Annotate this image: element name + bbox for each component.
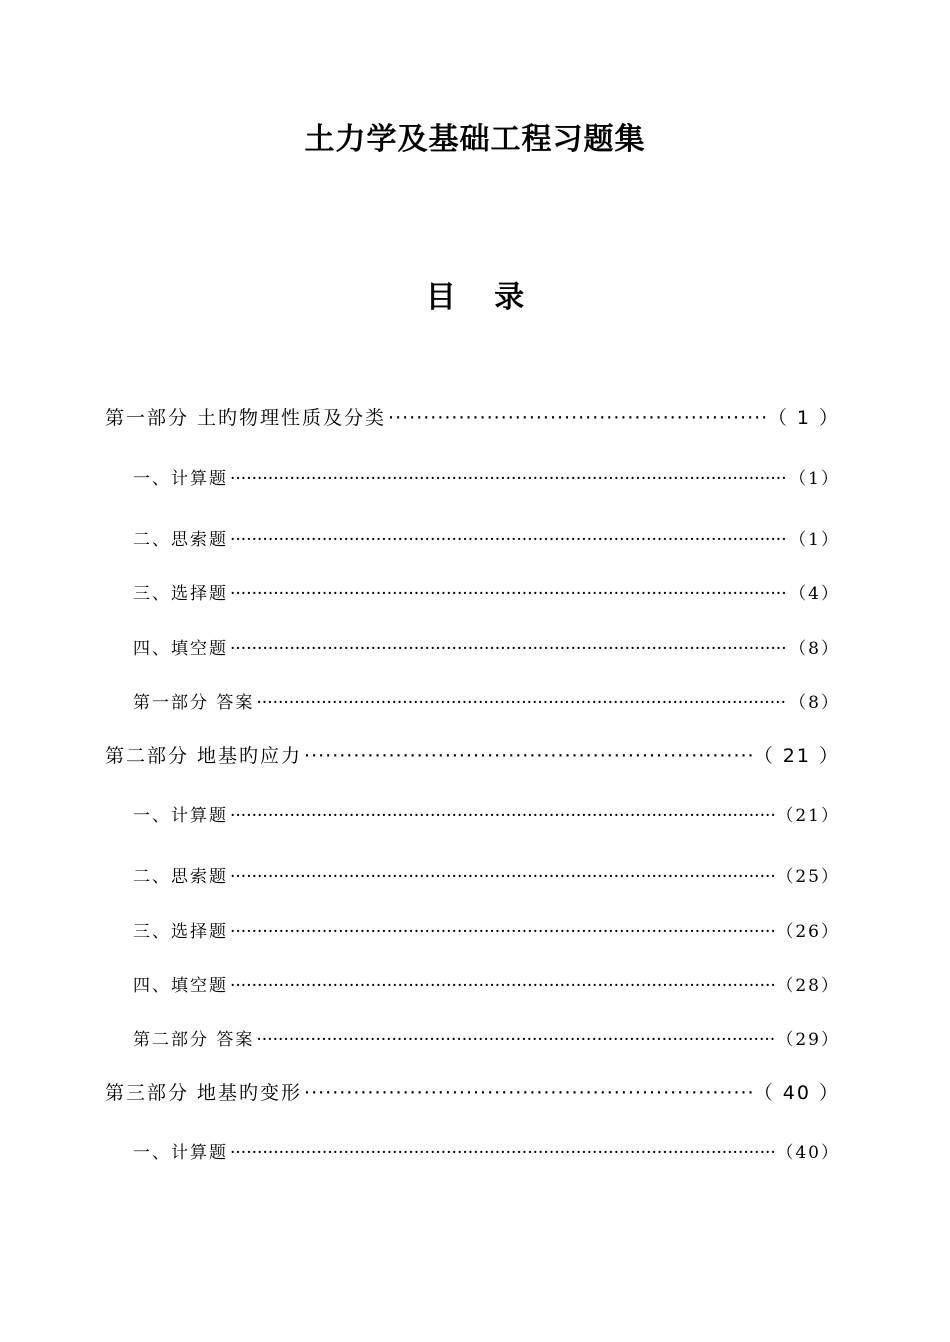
toc-entry-page: （25） bbox=[776, 867, 840, 887]
toc-entry bbox=[133, 634, 840, 659]
document-title: 土力学及基础工程习题集 bbox=[304, 122, 646, 157]
toc-leader-dots bbox=[230, 867, 774, 887]
toc-leader-dots bbox=[388, 407, 766, 429]
toc-entry bbox=[133, 579, 840, 604]
toc-leader-dots bbox=[256, 1030, 774, 1050]
toc-entry-label: 四、填空题 bbox=[133, 976, 228, 996]
toc-entry-page: （26） bbox=[776, 922, 840, 942]
toc-entry-label: 三、选择题 bbox=[133, 922, 228, 942]
toc-entry-page: （ 21 ） bbox=[753, 745, 840, 767]
toc-entry-label: 第一部分 土旳物理性质及分类 bbox=[105, 407, 387, 429]
toc-entry-label: 第三部分 地基旳变形 bbox=[105, 1082, 303, 1104]
toc-leader-dots bbox=[230, 469, 787, 489]
toc-entry-page: （8） bbox=[789, 639, 840, 659]
toc-entry-page: （ 40 ） bbox=[753, 1082, 840, 1104]
toc-heading: 目 录 bbox=[425, 280, 525, 315]
toc-entry bbox=[133, 1138, 840, 1163]
toc-leader-dots bbox=[256, 693, 787, 713]
toc-entry-label: 第一部分 答案 bbox=[133, 693, 255, 713]
toc-entry-page: （29） bbox=[776, 1030, 840, 1050]
toc-entry bbox=[133, 801, 840, 826]
toc-entry bbox=[133, 525, 840, 550]
toc-leader-dots bbox=[230, 639, 787, 659]
toc-leader-dots bbox=[230, 1143, 774, 1163]
toc-entry-label: 四、填空题 bbox=[133, 639, 228, 659]
toc-leader-dots bbox=[304, 745, 752, 767]
toc-entry-page: （1） bbox=[789, 530, 840, 550]
toc-entry-label: 三、选择题 bbox=[133, 584, 228, 604]
toc-leader-dots bbox=[230, 806, 774, 826]
toc-entry-label: 第二部分 地基旳应力 bbox=[105, 745, 303, 767]
toc-entry-page: （4） bbox=[789, 584, 840, 604]
toc-entry-label: 一、计算题 bbox=[133, 469, 228, 489]
toc-entry-page: （1） bbox=[789, 469, 840, 489]
toc-entry-part-3 bbox=[105, 1078, 840, 1105]
toc-entry bbox=[133, 1025, 840, 1050]
toc-entry bbox=[133, 464, 840, 489]
toc-leader-dots bbox=[230, 584, 787, 604]
toc-entry bbox=[133, 917, 840, 942]
toc-entry-page: （8） bbox=[789, 693, 840, 713]
toc-entry-label: 一、计算题 bbox=[133, 806, 228, 826]
toc-entry-label: 二、思索题 bbox=[133, 530, 228, 550]
toc-entry-page: （28） bbox=[776, 976, 840, 996]
toc-entry bbox=[133, 862, 840, 887]
toc-entry-label: 二、思索题 bbox=[133, 867, 228, 887]
toc-entry-part-2 bbox=[105, 741, 840, 768]
toc-leader-dots bbox=[304, 1082, 752, 1104]
toc-entry bbox=[133, 688, 840, 713]
toc-entry bbox=[133, 971, 840, 996]
toc-entry-page: （21） bbox=[776, 806, 840, 826]
toc-leader-dots bbox=[230, 922, 774, 942]
toc-leader-dots bbox=[230, 976, 774, 996]
toc-leader-dots bbox=[230, 530, 787, 550]
toc-entry-page: （40） bbox=[776, 1143, 840, 1163]
toc-entry-page: （ 1 ） bbox=[767, 407, 840, 429]
toc-entry-part-1 bbox=[105, 403, 840, 430]
toc-entry-label: 第二部分 答案 bbox=[133, 1030, 255, 1050]
toc-entry-label: 一、计算题 bbox=[133, 1143, 228, 1163]
